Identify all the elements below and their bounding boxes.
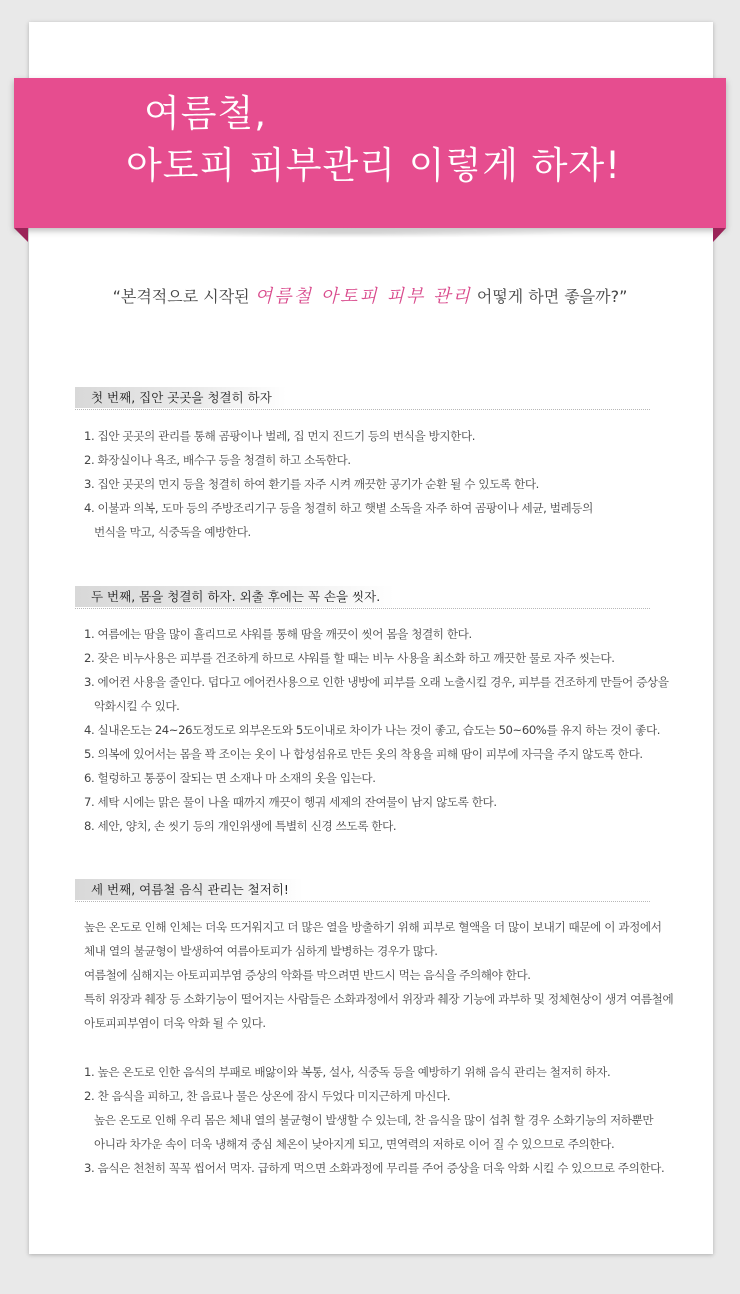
list-item: 3. 음식은 천천히 꼭꼭 씹어서 먹자. 급하게 먹으면 소화과정에 무리를 주어 증상을 더욱 악화 시킬 수 있으므로 주의한다. bbox=[84, 1161, 665, 1175]
list-item-continuation: 높은 온도로 인해 우리 몸은 체내 열의 불균형이 발생할 수 있는데, 찬 음식을 많이 섭취 할 경우 소화기능의 저하뿐만 bbox=[94, 1113, 654, 1127]
section-1-heading bbox=[75, 387, 650, 410]
list-item-continuation: 아니라 차가운 속이 더욱 냉해져 중심 체온이 낮아지게 되고, 면역력의 저하로 이어 질 수 있으므로 주의한다. bbox=[94, 1137, 615, 1151]
title-line-2: 아토피 피부관리 이렇게 하자! bbox=[126, 144, 622, 187]
list-item: 7. 세탁 시에는 맑은 물이 나올 때까지 깨끗이 헹궈 세제의 잔여물이 남지 않도록 한다. bbox=[84, 795, 497, 809]
section-3-title: 세 번째, 여름철 음식 관리는 철저히! bbox=[75, 879, 303, 900]
title-line-1: 여름철, bbox=[144, 92, 267, 135]
list-item: 2. 찬 음식을 피하고, 찬 음료나 물은 상온에 잠시 두었다 미지근하게 마신다. bbox=[84, 1089, 451, 1103]
list-item: 5. 의복에 있어서는 몸을 꽉 조이는 옷이 나 합성섬유로 만든 옷의 착용을 피해 땀이 피부에 자극을 주지 않도록 한다. bbox=[84, 747, 643, 761]
list-item: 2. 화장실이나 욕조, 배수구 등을 청결히 하고 소독한다. bbox=[84, 453, 351, 467]
banner-shadow bbox=[120, 228, 580, 238]
banner-fold-right bbox=[713, 228, 726, 242]
list-item: 1. 높은 온도로 인한 음식의 부패로 배앓이와 복통, 설사, 식중독 등을 예방하기 위해 음식 관리는 철저히 하자. bbox=[84, 1065, 611, 1079]
paragraph-line: 높은 온도로 인해 인체는 더욱 뜨거워지고 더 많은 열을 방출하기 위해 피부로 혈액을 더 많이 보내기 때문에 이 과정에서 bbox=[84, 920, 662, 934]
list-item: 2. 잦은 비누사용은 피부를 건조하게 하므로 샤워를 할 때는 비누 사용을 최소화 하고 깨끗한 물로 자주 씻는다. bbox=[84, 651, 615, 665]
paragraph-line: 체내 열의 불균형이 발생하여 여름아토피가 심하게 발병하는 경우가 많다. bbox=[84, 944, 438, 958]
section-2-title: 두 번째, 몸을 청결히 하자. 외출 후에는 꼭 손을 씻자. bbox=[75, 586, 394, 607]
list-item: 4. 실내온도는 24~26도정도로 외부온도와 5도이내로 차이가 나는 것이 좋고, 습도는 50~60%를 유지 하는 것이 좋다. bbox=[84, 723, 661, 737]
quote-highlight: 여름철 아토피 피부 관리 bbox=[254, 286, 472, 307]
list-item: 6. 헐렁하고 통풍이 잘되는 면 소재나 마 소재의 옷을 입는다. bbox=[84, 771, 376, 785]
list-item: 3. 에어컨 사용을 줄인다. 덥다고 에어컨사용으로 인한 냉방에 피부를 오래 노출시킬 경우, 피부를 건조하게 만들어 증상을 bbox=[84, 675, 669, 689]
section-3-heading bbox=[75, 879, 650, 902]
quote-after: 어떻게 하면 좋을까?” bbox=[471, 287, 628, 306]
list-item: 8. 세안, 양치, 손 씻기 등의 개인위생에 특별히 신경 쓰도록 한다. bbox=[84, 819, 397, 833]
list-item: 1. 집안 곳곳의 관리를 통해 곰팡이나 벌레, 집 먼지 진드기 등의 번식을 방지한다. bbox=[84, 429, 476, 443]
section-2-list bbox=[84, 622, 669, 838]
page-title bbox=[126, 88, 621, 192]
section-3-intro bbox=[84, 915, 673, 1035]
section-2-heading bbox=[75, 586, 650, 609]
banner-fold-left bbox=[14, 228, 28, 242]
section-1-title: 첫 번째, 집안 곳곳을 청결히 하자 bbox=[75, 387, 286, 408]
title-banner bbox=[14, 78, 726, 228]
intro-quote bbox=[0, 282, 740, 308]
quote-before: “본격적으로 시작된 bbox=[112, 287, 255, 306]
list-item-continuation: 번식을 막고, 식중독을 예방한다. bbox=[94, 525, 251, 539]
list-item-continuation: 악화시킬 수 있다. bbox=[94, 699, 180, 713]
paragraph-line: 특히 위장과 췌장 등 소화기능이 떨어지는 사람들은 소화과정에서 위장과 췌장 기능에 과부하 및 정체현상이 생겨 여름철에 bbox=[84, 992, 674, 1006]
list-item: 4. 이불과 의복, 도마 등의 주방조리기구 등을 청결히 하고 햇볕 소독을 자주 하여 곰팡이나 세균, 벌레등의 bbox=[84, 501, 593, 515]
list-item: 3. 집안 곳곳의 먼지 등을 청결히 하여 환기를 자주 시켜 깨끗한 공기가 순환 될 수 있도록 한다. bbox=[84, 477, 539, 491]
paragraph-line: 여름철에 심해지는 아토피피부염 증상의 악화를 막으려면 반드시 먹는 음식을 주의해야 한다. bbox=[84, 968, 531, 982]
section-3-list bbox=[84, 1060, 664, 1180]
section-1-list bbox=[84, 424, 593, 544]
list-item: 1. 여름에는 땀을 많이 흘리므로 샤워를 통해 땀을 깨끗이 씻어 몸을 청결히 한다. bbox=[84, 627, 472, 641]
paragraph-line: 아토피피부염이 더욱 악화 될 수 있다. bbox=[84, 1016, 266, 1030]
